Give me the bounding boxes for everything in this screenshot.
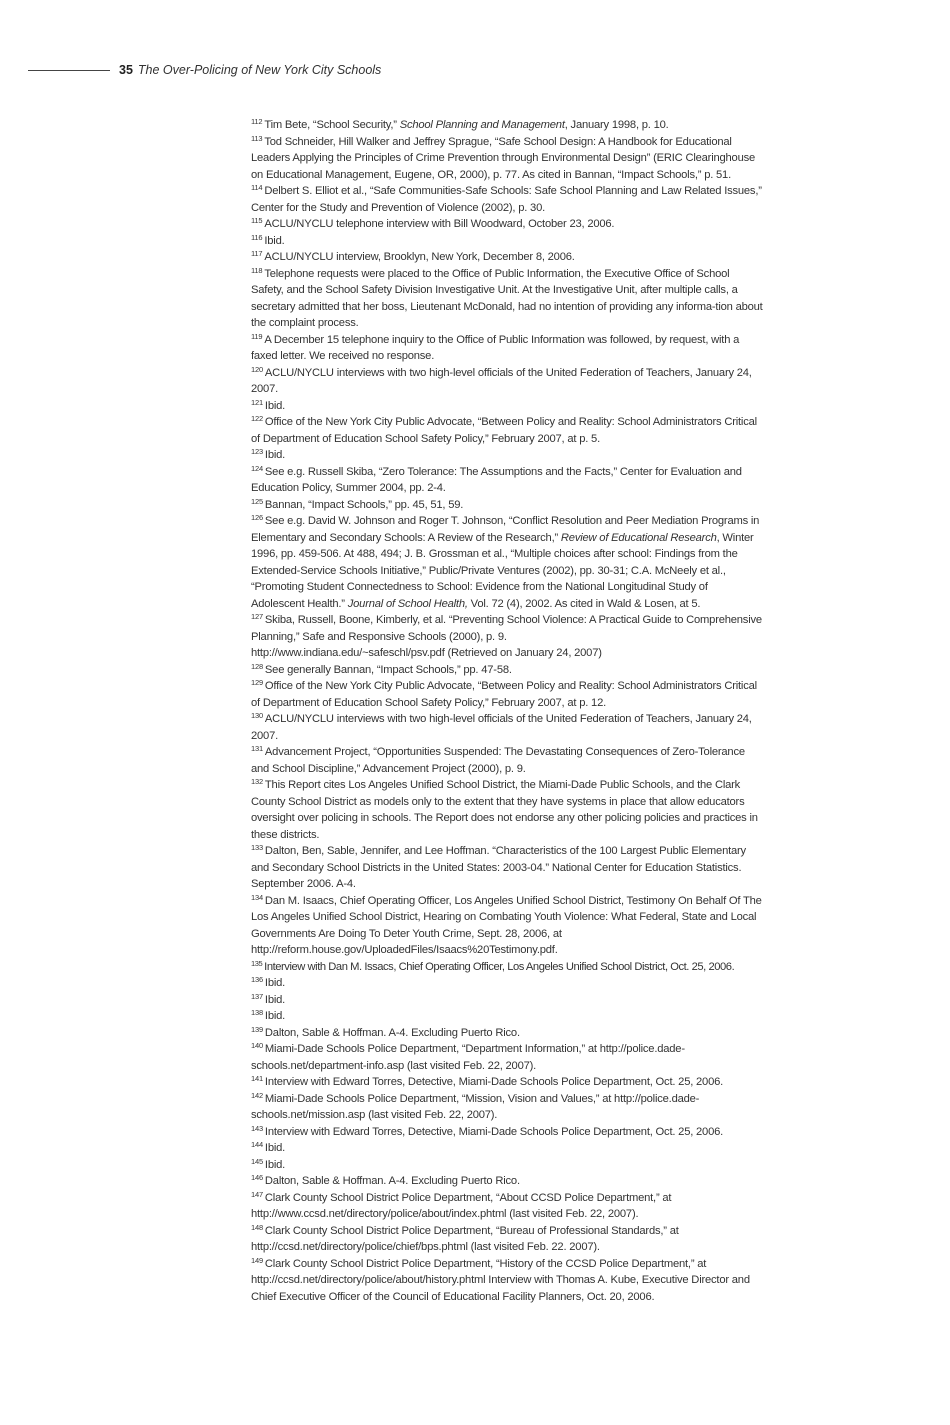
endnote-text: ACLU/NYCLU telephone interview with Bill Woodward, October 23, 2006. — [264, 218, 615, 230]
endnote-text: See generally Bannan, “Impact Schools,” pp. 47-58. — [264, 663, 512, 676]
endnote-text: Tod Schneider, Hill Walker and Jeffrey Sprague, “Safe School Design: A Handbook for Educational Leaders Applying the Principles of Crime Prevention through Environmental Design” (ERIC Clearinghouse on Educational Management, Eugene, OR, 2000), p. 77. As cited in Bannan, “Impact Schools,” p. 51. — [251, 135, 756, 181]
endnote-text: Dalton, Ben, Sable, Jennifer, and Lee Hoffman. “Characteristics of the 100 Largest Public Elementary and Secondary School Districts in the United States: 2003-04.” National Center for Education Statistics. September 2006. A-4. — [251, 845, 746, 890]
endnote-text: Interview with Edward Torres, Detective, Miami-Dade Schools Police Department, Oct. 25, 2006. — [264, 1125, 724, 1138]
endnote — [251, 249, 763, 266]
endnote-text: Interview with Dan M. Issacs, Chief Operating Officer, Los Angeles Unified School District, Oct. 25, 2006. — [264, 960, 735, 973]
endnote-number: 149 — [251, 1255, 263, 1265]
endnote-text: Office of the New York City Public Advocate, “Between Policy and Reality: School Administrators Critical of Department of Education School Safety Policy,” February 2007, at p. 12. — [251, 680, 757, 709]
endnote-number: 123 — [251, 447, 263, 456]
endnote — [251, 992, 763, 1009]
endnote-number: 115 — [251, 216, 263, 225]
endnote — [251, 365, 763, 398]
endnote-number: 141 — [251, 1074, 263, 1083]
endnote-title-italic: Review of Educational Research — [560, 531, 717, 544]
header-rule — [28, 70, 110, 71]
endnote-text: Ibid. — [264, 234, 285, 247]
endnote — [251, 662, 763, 679]
endnote — [251, 332, 763, 365]
endnote-text: , Winter 1996, pp. 459-506. At 488, 494; J. B. Grossman et al., “Multiple choices after school: Findings from the Extended-Service Schools Initiative,” Public/Private Ventures (2002), pp. 30-31; C.A. McNeely et al., “Promoting Student Connectedness to School: Evidence from the National Longitudinal Study of Adolescent Health.” — [251, 531, 754, 610]
endnote-number: 139 — [251, 1024, 263, 1034]
endnote-text: , January 1998, p. 10. — [564, 119, 669, 131]
endnote — [251, 975, 763, 992]
endnote — [251, 777, 763, 843]
endnote — [251, 497, 763, 514]
endnote-number: 130 — [251, 711, 263, 720]
endnote-text: Clark County School District Police Department, “History of the CCSD Police Department,” at http://ccsd.net/directory/police/about/history.phtml Interview with Thomas A. Kube, Executive Director and Chief Executive Officer of the Council of Educational Facility Planners, Oct. 20, 2006. — [251, 1257, 750, 1303]
endnote-url-line: http://www.indiana.edu/~safeschl/psv.pdf (Retrieved on January 24, 2007) — [251, 647, 602, 659]
endnote — [251, 843, 763, 893]
endnote — [251, 1256, 763, 1306]
endnote-number: 138 — [251, 1008, 263, 1017]
endnote-number: 120 — [251, 364, 263, 374]
endnote — [251, 1190, 763, 1223]
endnote-text: Office of the New York City Public Advocate, “Between Policy and Reality: School Administrators Critical of Department of Education School Safety Policy,” February 2007, at p. 5. — [251, 416, 757, 445]
endnote-text: Skiba, Russell, Boone, Kimberly, et al. “Preventing School Violence: A Practical Guide to Comprehensive Planning,” Safe and Responsive Schools (2000), p. 9. — [251, 614, 762, 643]
endnote-text: ACLU/NYCLU interviews with two high-level officials of the United Federation of Teachers, January 24, 2007. — [251, 713, 752, 742]
endnote-number: 145 — [251, 1156, 263, 1166]
endnote-number: 117 — [251, 249, 263, 258]
endnote-number: 116 — [251, 232, 263, 242]
endnote-text: ACLU/NYCLU interviews with two high-level officials of the United Federation of Teachers, January 24, 2007. — [251, 366, 752, 395]
endnote-number: 112 — [251, 117, 263, 126]
endnote — [251, 1223, 763, 1256]
endnote-number: 127 — [251, 612, 263, 621]
endnote — [251, 117, 763, 134]
endnote-number: 143 — [251, 1123, 263, 1133]
endnote-number: 131 — [251, 744, 263, 753]
endnote — [251, 266, 763, 332]
endnote-text: Ibid. — [264, 977, 286, 989]
endnote-number: 136 — [251, 975, 263, 984]
endnote-number: 148 — [251, 1222, 263, 1232]
endnote-number: 137 — [251, 991, 263, 1001]
endnote-text: Bannan, “Impact Schools,” pp. 45, 51, 59. — [264, 498, 464, 511]
endnote-text: Advancement Project, “Opportunities Suspended: The Devastating Consequences of Zero-Tolerance and School Discipline,” Advancement Project (2000), p. 9. — [251, 746, 745, 775]
endnote — [251, 1041, 763, 1074]
endnote-text: Dalton, Sable & Hoffman. A-4. Excluding Puerto Rico. — [264, 1026, 520, 1039]
endnote-number: 113 — [251, 133, 263, 143]
endnote — [251, 447, 763, 464]
endnote — [251, 464, 763, 497]
endnote-number: 125 — [251, 496, 263, 506]
endnote-text: Tim Bete, “School Security,” — [264, 119, 400, 131]
endnote-text: Vol. 72 (4), 2002. As cited in Wald & Losen, at 5. — [467, 597, 701, 610]
endnote-text: Ibid. — [264, 399, 286, 412]
endnote-text: Clark County School District Police Department, “About CCSD Police Department,” at http://www.ccsd.net/directory/police/about/index.phtml (last visited Feb. 22, 2007). — [251, 1191, 672, 1220]
endnote-text: Clark County School District Police Department, “Bureau of Professional Standards,” at http://ccsd.net/directory/police/chief/bps.phtml (last visited Feb. 22. 2007). — [251, 1224, 679, 1253]
endnote-text: Miami-Dade Schools Police Department, “Department Information,” at http://police.dade-schools.net/department-info.asp (last visited Feb. 22, 2007). — [251, 1043, 685, 1072]
running-title: The Over-Policing of New York City Schools — [137, 63, 382, 77]
endnote — [251, 959, 763, 976]
endnote — [251, 893, 763, 959]
endnote-number: 133 — [251, 843, 263, 852]
endnote — [251, 398, 763, 415]
endnote — [251, 1140, 763, 1157]
endnote-number: 135 — [251, 958, 263, 968]
endnote-number: 114 — [251, 183, 263, 192]
endnote-text: Ibid. — [264, 449, 286, 461]
endnote-number: 132 — [251, 777, 263, 786]
endnote-number: 126 — [251, 513, 263, 522]
endnote-number: 122 — [251, 414, 263, 423]
endnote-number: 142 — [251, 1090, 263, 1100]
endnote-title-italic: School Planning and Management — [399, 119, 565, 131]
endnote — [251, 134, 763, 184]
endnote-text: Delbert S. Elliot et al., “Safe Communities-Safe Schools: Safe School Planning and Law Related Issues,” Center for the Study and Prevention of Violence (2002), p. 30. — [251, 185, 762, 214]
endnote — [251, 1173, 763, 1190]
endnote-number: 144 — [251, 1140, 263, 1149]
endnote — [251, 612, 763, 645]
endnote-number: 147 — [251, 1189, 263, 1199]
endnote — [251, 1008, 763, 1025]
endnote — [251, 1124, 763, 1141]
endnote-text: Dalton, Sable & Hoffman. A-4. Excluding Puerto Rico. — [264, 1175, 520, 1187]
endnotes-list — [251, 117, 763, 1305]
endnote-text: Miami-Dade Schools Police Department, “Mission, Vision and Values,” at http://police.dade-schools.net/mission.asp (last visited Feb. 22, 2007). — [251, 1092, 700, 1121]
endnote — [251, 711, 763, 744]
endnote-number: 140 — [251, 1041, 263, 1050]
endnote-text: A December 15 telephone inquiry to the Office of Public Information was followed, by request, with a faxed letter. We received no response. — [251, 333, 740, 362]
endnote — [251, 513, 763, 612]
endnote-number: 121 — [251, 397, 263, 407]
endnote-number: 146 — [251, 1173, 263, 1182]
endnote-title-italic: Journal of School Health, — [347, 597, 468, 610]
endnote — [251, 183, 763, 216]
endnote-text: Ibid. — [264, 1142, 286, 1154]
endnote-number: 124 — [251, 463, 263, 473]
endnote-text: ACLU/NYCLU interview, Brooklyn, New York, December 8, 2006. — [264, 251, 575, 263]
endnote — [251, 233, 763, 250]
endnote — [251, 216, 763, 233]
endnote-text: See e.g. Russell Skiba, “Zero Tolerance: The Assumptions and the Facts,” Center for Evaluation and Education Policy, Summer 2004, pp. 2-4. — [251, 465, 742, 494]
endnote — [251, 1091, 763, 1124]
endnote — [251, 1157, 763, 1174]
endnote-number: 129 — [251, 678, 263, 687]
endnote-text: Dan M. Isaacs, Chief Operating Officer, Los Angeles Unified School District, Testimony On Behalf Of The Los Angeles Unified School District, Hearing on Combating Youth Violence: What Federal, State and Local Governments Are Doing To Deter Youth Crime, Sept. 28, 2006, at http://reform.house.gov/UploadedFiles/Isaacs%20Testimony.pdf. — [251, 894, 762, 956]
endnote-number: 118 — [251, 265, 263, 275]
endnote-text: This Report cites Los Angeles Unified School District, the Miami-Dade Public Schools, and the Clark County School District as models only to the extent that they have systems in place that allow educators oversight over policing in schools. The Report does not endorse any other policing policies and practices in these districts. — [251, 779, 758, 841]
endnote — [251, 1074, 763, 1091]
endnote-number: 119 — [251, 331, 263, 341]
endnote — [251, 414, 763, 447]
page-number: 35 — [119, 63, 133, 77]
endnote-text: Telephone requests were placed to the Office of Public Information, the Executive Office of School Safety, and the School Safety Division Investigative Unit. At the Investigative Unit, after multiple calls, a secretary admitted that her boss, Lieutenant McDonald, had no intention of providing any informa-tion about the complaint process. — [251, 267, 763, 329]
endnote-text: See e.g. David W. Johnson and Roger T. Johnson, “Conflict Resolution and Peer Mediation Programs in Elementary and Secondary Schools: A Review of the Research,” — [251, 515, 760, 544]
endnote-text: Ibid. — [264, 1010, 286, 1022]
endnote — [251, 744, 763, 777]
endnote-text: Ibid. — [264, 993, 286, 1006]
endnote — [251, 1025, 763, 1042]
endnote-number: 128 — [251, 661, 263, 671]
endnote — [251, 678, 763, 711]
page-header — [28, 62, 381, 78]
endnote-text: Ibid. — [264, 1158, 286, 1171]
endnote-text: Interview with Edward Torres, Detective, Miami-Dade Schools Police Department, Oct. 25, 2006. — [264, 1076, 724, 1088]
endnote-number: 134 — [251, 892, 263, 902]
